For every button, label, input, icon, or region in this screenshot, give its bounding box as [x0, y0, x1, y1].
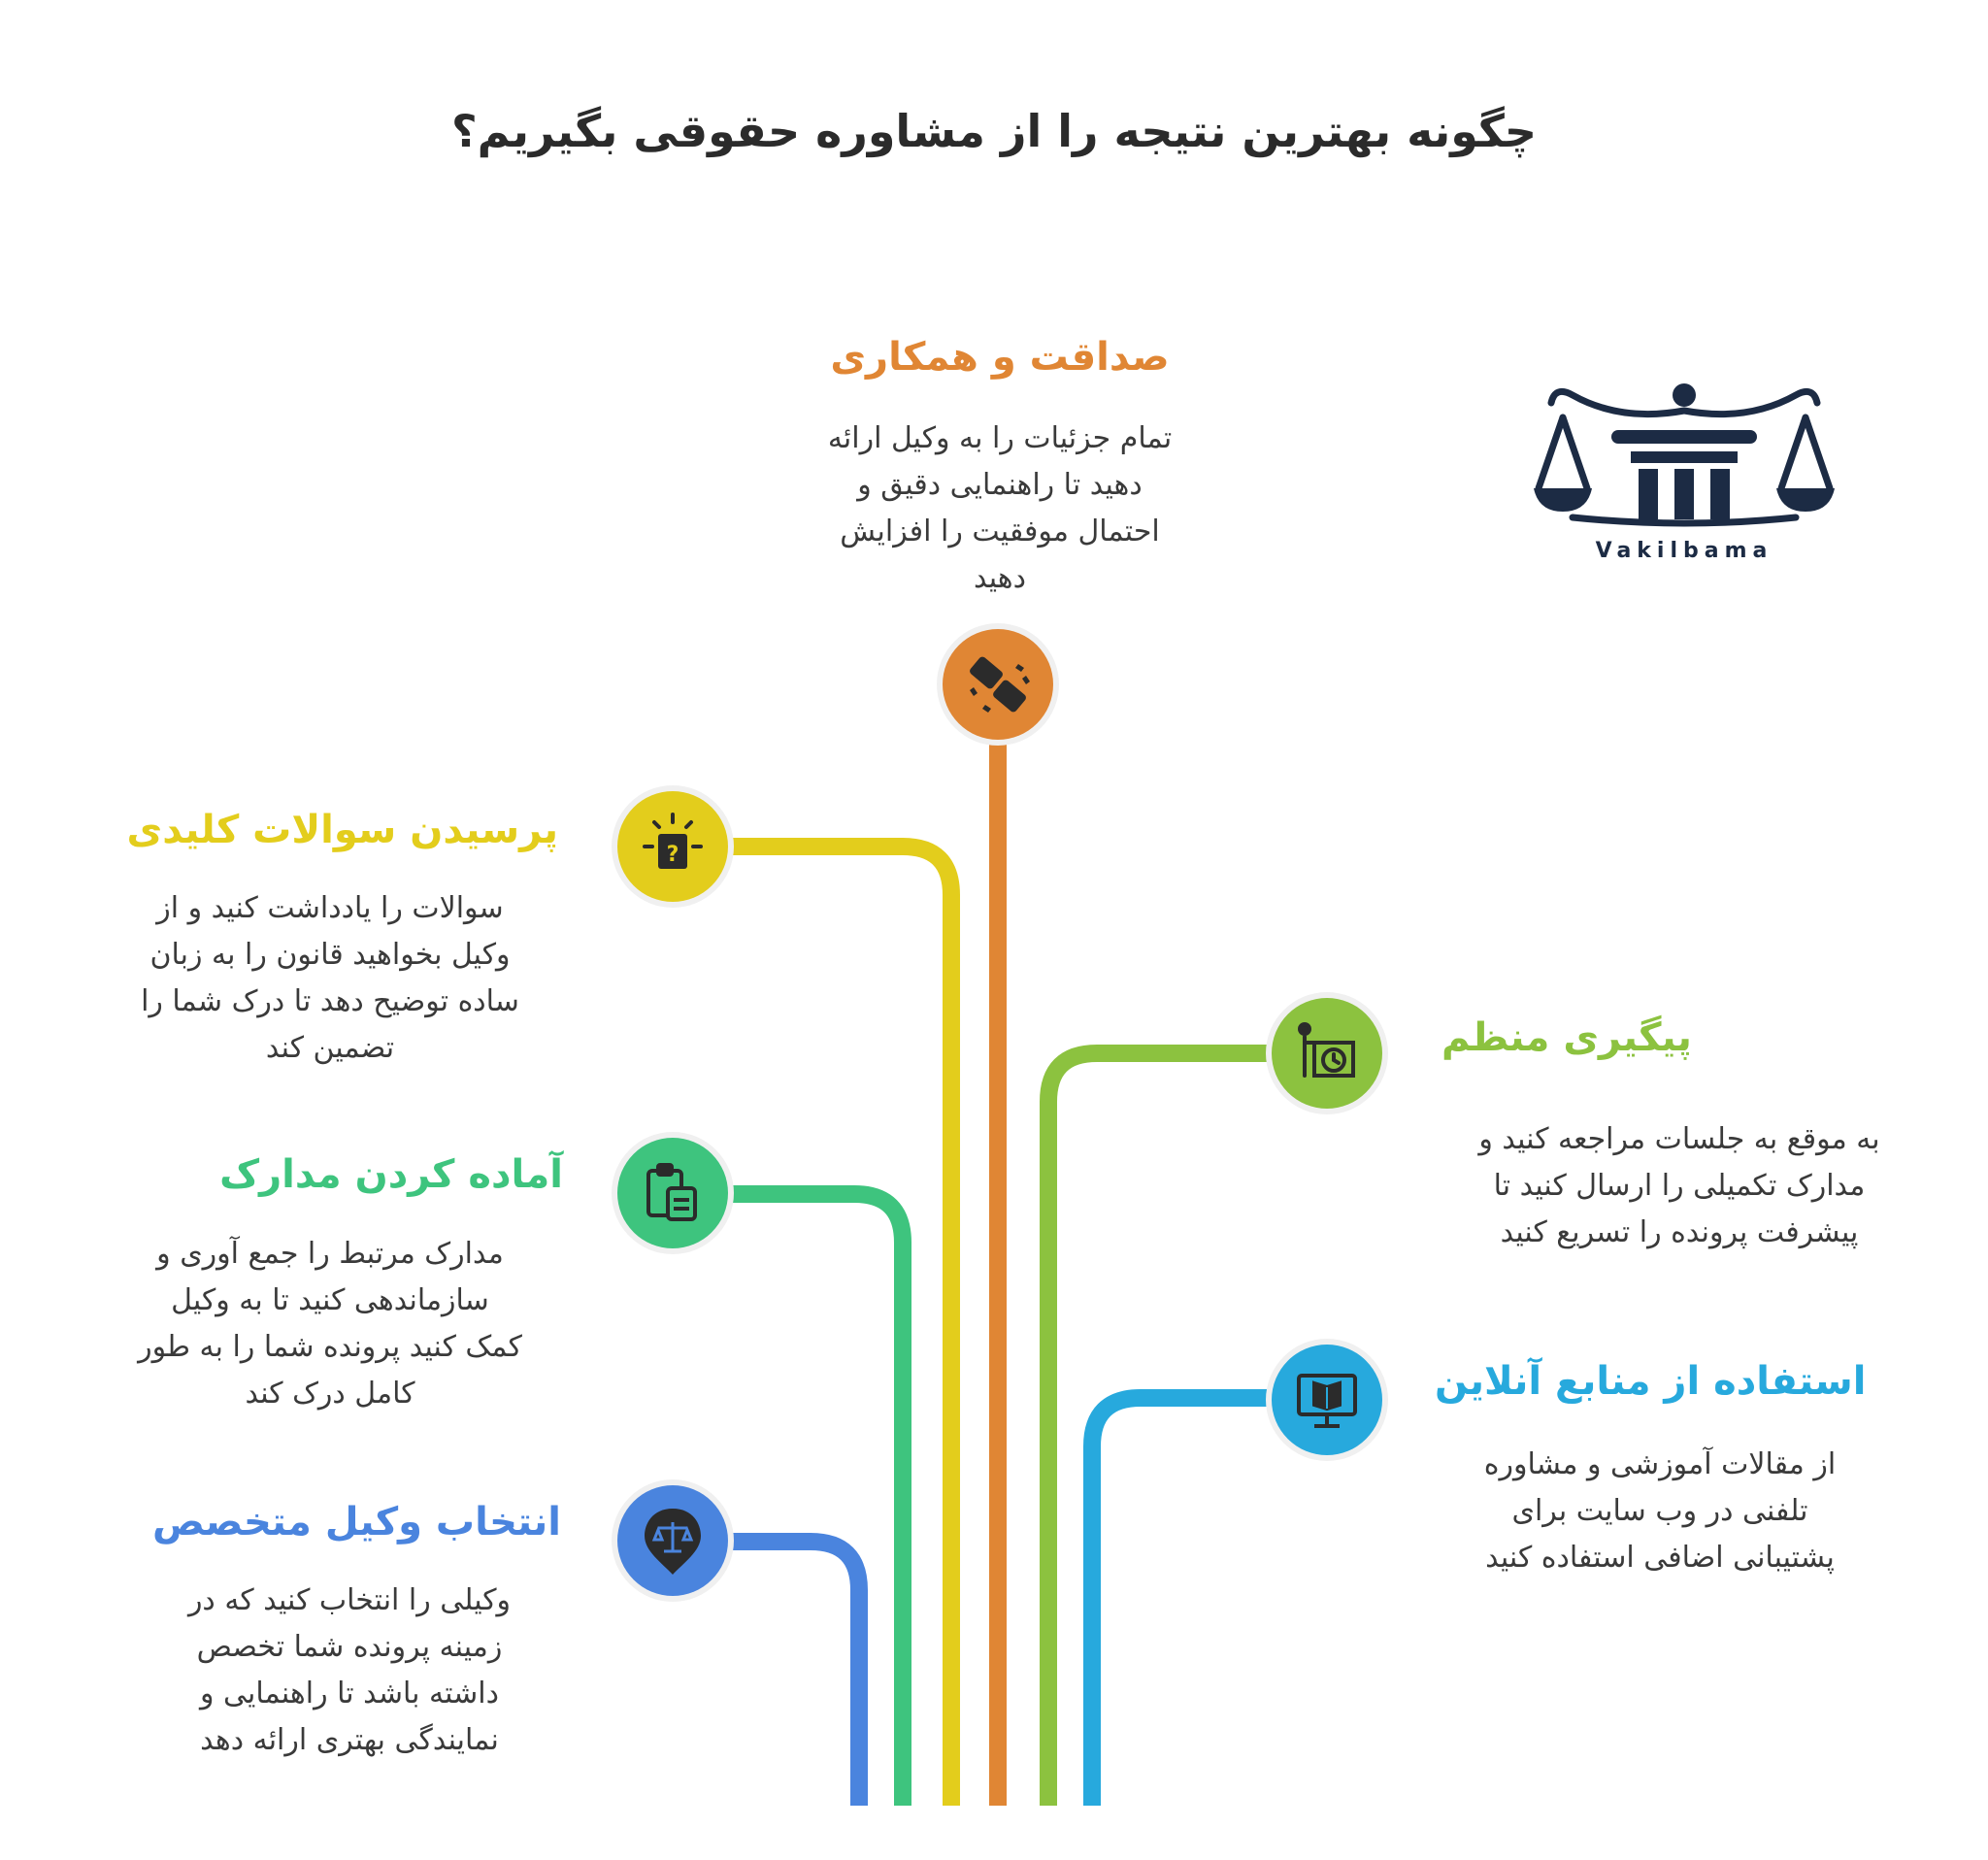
- desc-line: مدارک تکمیلی را ارسال کنید تا: [1493, 1169, 1866, 1203]
- desc-line: احتمال موفقیت را افزایش: [840, 515, 1160, 548]
- desc-line: دهید: [974, 561, 1026, 595]
- node-followup: [1272, 998, 1382, 1109]
- heading-lawyer: انتخاب وکیل متخصص: [151, 1500, 561, 1544]
- desc-line: تلفنی در وب سایت برای: [1511, 1494, 1808, 1528]
- line-followup: [1048, 1053, 1272, 1806]
- desc-line: کمک کنید پرونده شما را به طور: [138, 1330, 522, 1364]
- page-title: چگونه بهترین نتیجه را از مشاوره حقوقی بگیریم؟: [450, 105, 1538, 157]
- node-honesty: [943, 629, 1053, 740]
- desc-questions: [97, 885, 563, 1072]
- desc-line: کامل درک کند: [245, 1377, 415, 1411]
- monitor-book-icon: [1272, 1345, 1382, 1455]
- node-documents: [617, 1138, 728, 1248]
- line-lawyer: [728, 1542, 859, 1806]
- heading-online: استفاده از منابع آنلاین: [1435, 1359, 1867, 1404]
- scales-pin-icon: [617, 1485, 728, 1596]
- desc-documents: [97, 1231, 563, 1417]
- desc-line: وکیلی را انتخاب کنید که در: [187, 1583, 512, 1617]
- desc-honesty: [738, 415, 1262, 602]
- node-questions: [617, 791, 728, 902]
- heading-questions: پرسیدن سوالات کلیدی: [126, 808, 558, 852]
- desc-line: پشتیبانی اضافی استفاده کنید: [1485, 1541, 1835, 1575]
- desc-line: داشته باشد تا راهنمایی و: [200, 1677, 499, 1711]
- desc-line: به موقع به جلسات مراجعه کنید و: [1478, 1122, 1880, 1156]
- logo-text: Vakilbama: [1595, 539, 1773, 563]
- desc-line: زمینه پرونده شما تخصص: [196, 1630, 503, 1664]
- desc-line: تضمین کند: [265, 1031, 395, 1065]
- desc-online: [1398, 1442, 1922, 1581]
- svg-text:?: ?: [666, 843, 679, 867]
- desc-lawyer: [116, 1578, 582, 1764]
- line-documents: [728, 1194, 903, 1806]
- desc-line: تمام جزئیات را به وکیل ارائه: [827, 421, 1173, 455]
- desc-followup: [1417, 1116, 1941, 1256]
- clipboard-icon: [617, 1138, 728, 1248]
- desc-line: وکیل بخواهید قانون را به زبان: [149, 938, 511, 972]
- desc-line: ساده توضیح دهد تا درک شما را: [141, 984, 519, 1018]
- heading-honesty: صداقت و همکاری: [830, 335, 1170, 380]
- heading-documents: آماده کردن مدارک: [219, 1152, 563, 1197]
- desc-line: دهید تا راهنمایی دقیق و: [857, 468, 1143, 502]
- line-online: [1092, 1398, 1272, 1806]
- desc-line: مدارک مرتبط را جمع آوری و: [156, 1237, 504, 1271]
- handshake-icon: [943, 629, 1053, 740]
- question-lightbulb-icon: [617, 791, 728, 902]
- heading-followup: پیگیری منظم: [1441, 1015, 1692, 1060]
- presentation-clock-icon: [1272, 998, 1382, 1109]
- desc-line: پیشرفت پرونده را تسریع کنید: [1500, 1215, 1859, 1249]
- desc-line: از مقالات آموزشی و مشاوره: [1483, 1447, 1837, 1481]
- desc-line: سوالات را یادداشت کنید و از: [156, 891, 504, 925]
- line-questions: [728, 847, 951, 1806]
- desc-line: نمایندگی بهتری ارائه دهد: [200, 1723, 499, 1757]
- node-lawyer: [617, 1485, 728, 1596]
- desc-line: سازماندهی کنید تا به وکیل: [171, 1283, 489, 1317]
- node-online: [1272, 1345, 1382, 1455]
